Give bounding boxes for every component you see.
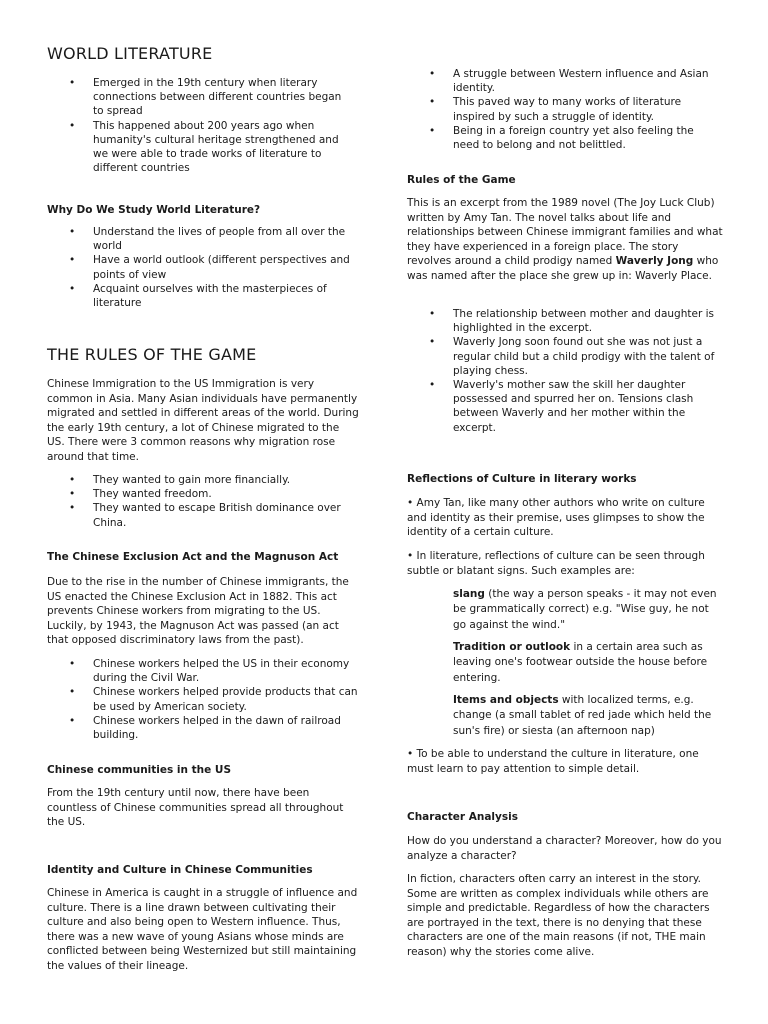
rules-of-game-paragraph: This is an excerpt from the 1989 novel (The Joy Luck Club) written by Amy Tan. The novel talks about life and relationships between Chinese immigrant families and what they have experienced in a foreign place. The story revolves around a child prodigy named Waverly Jong who was named after the place she grew up in: Waverly Place. bbox=[407, 197, 723, 282]
example-tradition: Tradition or outlook in a certain area such as leaving one's footwear outside the house before entering. bbox=[453, 641, 708, 684]
identity-culture-heading: Identity and Culture in Chinese Communities bbox=[47, 864, 313, 876]
list-item: • They wanted to escape British dominance over China. bbox=[69, 502, 341, 529]
world-literature-title: WORLD LITERATURE bbox=[47, 44, 213, 63]
why-bullet-list bbox=[69, 225, 355, 310]
list-item: • Chinese workers helped the US in their economy during the Civil War. bbox=[69, 658, 350, 685]
identity-struggle-bullet-list bbox=[429, 67, 721, 152]
communities-paragraph: From the 19th century until now, there have been countless of Chinese communities spread all throughout the US. bbox=[47, 787, 344, 829]
reflections-heading: Reflections of Culture in literary works bbox=[407, 473, 637, 485]
list-item: • Chinese workers helped provide products that can be used by American society. bbox=[69, 686, 358, 713]
list-item: • They wanted freedom. bbox=[69, 488, 212, 501]
list-item: • Emerged in the 19th century when literary connections between different countries began to spread bbox=[69, 77, 342, 118]
exclusion-act-heading: The Chinese Exclusion Act and the Magnuson Act bbox=[47, 551, 339, 563]
why-study-heading: Why Do We Study World Literature? bbox=[47, 204, 261, 216]
list-item: • Understand the lives of people from all over the world bbox=[69, 226, 346, 253]
rules-of-game-heading: Rules of the Game bbox=[407, 174, 516, 186]
list-item: • Waverly Jong soon found out she was not just a regular child but a child prodigy with the talent of playing chess. bbox=[429, 336, 715, 377]
list-item: • Waverly's mother saw the skill her daughter possessed and spurred her on. Tensions clash between Waverly and her mother within the excerpt. bbox=[429, 379, 694, 434]
character-paragraph-1: How do you understand a character? Moreover, how do you analyze a character? bbox=[407, 835, 722, 862]
list-item: • The relationship between mother and daughter is highlighted in the excerpt. bbox=[429, 308, 714, 335]
list-item: • Acquaint ourselves with the masterpieces of literature bbox=[69, 282, 327, 310]
list-item: • This paved way to many works of literature inspired by such a struggle of identity. bbox=[429, 96, 682, 123]
waverly-jong-name: Waverly Jong bbox=[615, 255, 694, 268]
character-paragraph-2: In fiction, characters often carry an interest in the story. Some are written as complex individuals while others are simple and predictable. Regardless of how the characters are portrayed in the text, there is no denying that these characters are one of the main reasons (if not, THE main reason) why the stories come alive. bbox=[407, 873, 710, 958]
list-item: • A struggle between Western influence and Asian identity. bbox=[429, 68, 709, 95]
communities-heading: Chinese communities in the US bbox=[47, 764, 232, 776]
rules-of-game-title: THE RULES OF THE GAME bbox=[47, 345, 257, 364]
character-analysis-heading: Character Analysis bbox=[407, 811, 518, 823]
reflections-paragraph-2: • In literature, reflections of culture can be seen through subtle or blatant signs. Such examples are: bbox=[407, 550, 705, 577]
list-item: • Have a world outlook (different perspectives and points of view bbox=[69, 254, 350, 281]
list-item: • They wanted to gain more financially. bbox=[69, 474, 291, 486]
workers-bullet-list bbox=[69, 657, 361, 742]
reasons-bullet-list bbox=[69, 473, 363, 530]
list-item: • This happened about 200 years ago when humanity's cultural heritage strengthened and we were able to trade works of literature to different countries bbox=[69, 119, 339, 175]
list-item: • Chinese workers helped in the dawn of railroad building. bbox=[69, 714, 341, 742]
list-item: • Being in a foreign country yet also feeling the need to belong and not belittled. bbox=[429, 124, 694, 152]
exclusion-act-paragraph: Due to the rise in the number of Chinese immigrants, the US enacted the Chinese Exclusion Act in 1882. This act prevents Chinese workers from migrating to the US. Luckily, by 1943, the Magnuson Act was passed (an act that opposed discriminatory laws from the past). bbox=[47, 576, 349, 647]
identity-culture-paragraph: Chinese in America is caught in a struggle of influence and culture. There is a line drawn between cultivating their culture and also being open to Western influence. Thus, there was a new wave of young Asians whose minds are conflicted between being Westernized but still maintaining the values of their lineage. bbox=[47, 887, 358, 972]
reflections-paragraph-1: • Amy Tan, like many other authors who write on culture and identity as their premise, uses glimpses to show the identity of a certain culture. bbox=[407, 497, 705, 539]
excerpt-bullet-list bbox=[429, 307, 723, 435]
intro-bullet-list bbox=[69, 76, 355, 175]
reflections-paragraph-3: • To be able to understand the culture in literature, one must learn to pay attention to simple detail. bbox=[407, 748, 699, 775]
example-slang: slang (the way a person speaks - it may not even be grammatically correct) e.g. "Wise guy, he not go against the wind." bbox=[453, 588, 717, 631]
immigration-paragraph: Chinese Immigration to the US Immigration is very common in Asia. Many Asian individuals have permanently migrated and settled in different areas of the world. During the early 19th century, a lot of Chinese migrated to the US. There were 3 common reasons why migration rose around that time. bbox=[47, 378, 359, 463]
example-items-objects: Items and objects with localized terms, e.g. change (a small tablet of red jade which held the sun's fire) or siesta (an afternoon nap) bbox=[453, 694, 712, 737]
